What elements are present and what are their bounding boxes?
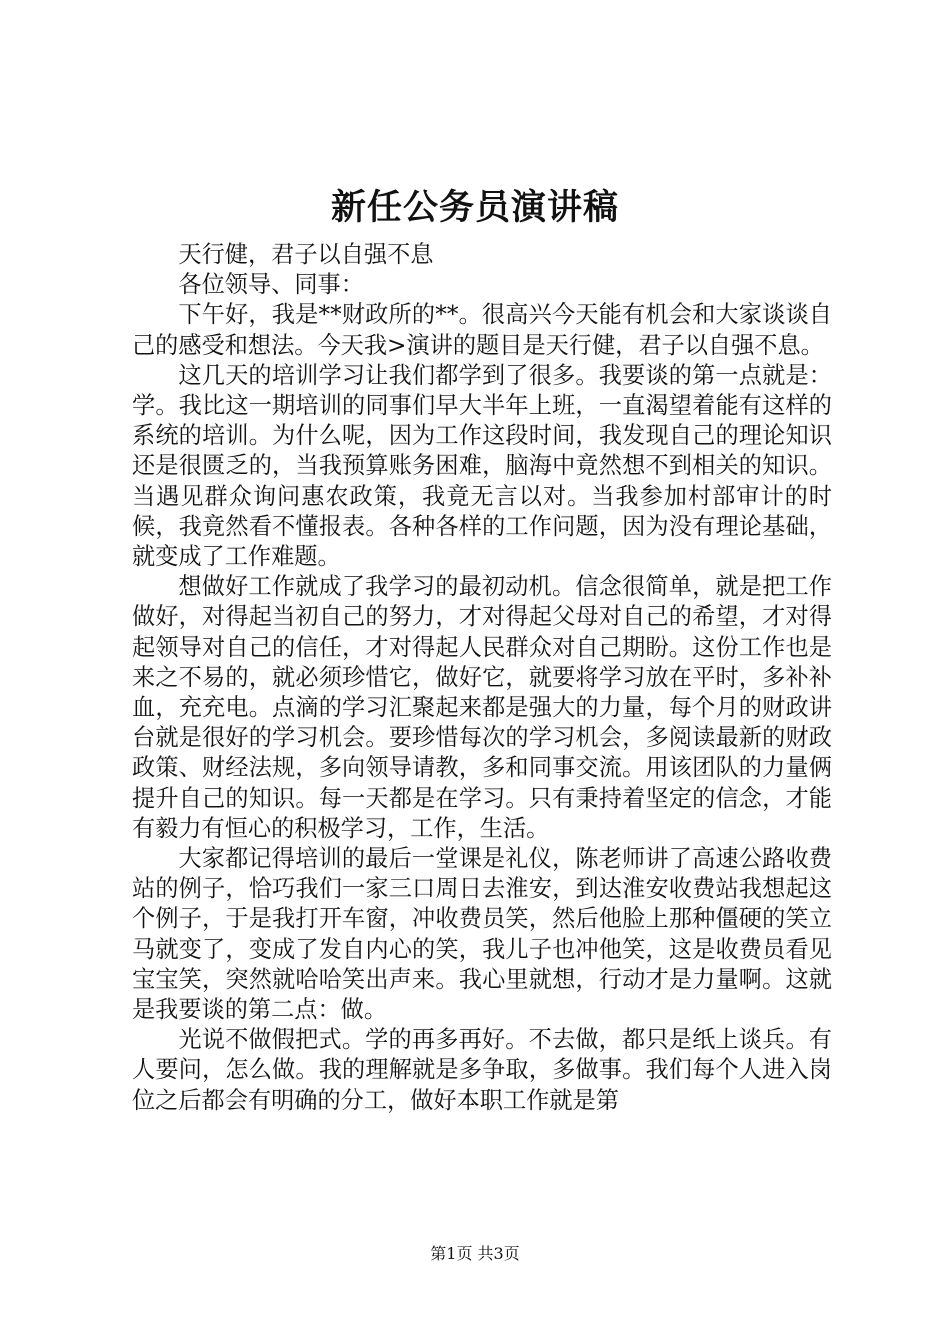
paragraph-motivation: 想做好工作就成了我学习的最初动机。信念很简单，就是把工作做好，对得起当初自己的努力，才对得起父母对自己的希望，才对得起领导对自己的信任，才对得起人民群众对自己期盼。这份工作也是来之不易的，就必须珍惜它，做好它，就要将学习放在平时，多补补血，充充电。点滴的学习汇聚起来都是强大的力量，每个月的财政讲台就是很好的学习机会。要珍惜每次的学习机会，多阅读最新的财政政策、财经法规，多向领导请教，多和同事交流。用该团队的力量俩提升自己的知识。每一天都是在学习。只有秉持着坚定的信念，才能有毅力有恒心的积极学习，工作，生活。 (132, 573, 832, 842)
paragraph-salutation: 各位领导、同事： (178, 271, 364, 299)
document-title: 新任公务员演讲稿 (330, 187, 619, 228)
page-footer: 第1页 共3页 (430, 1244, 520, 1263)
paragraph-motto: 天行健，君子以自强不息 (178, 241, 434, 268)
paragraph-action: 光说不做假把式。学的再多再好。不去做，都只是纸上谈兵。有人要问，怎么做。我的理解就是多争取，多做事。我们每个人进入岗位之后都会有明确的分工，做好本职工作就是第 (132, 1026, 832, 1114)
document-body (132, 240, 832, 1116)
paragraph-learning: 这几天的培训学习让我们都学到了很多。我要谈的第一点就是：学。我比这一期培训的同事们早大半年上班，一直渴望着能有这样的系统的培训。为什么呢，因为工作这段时间，我发现自己的理论知识还是很匮乏的，当我预算账务困难，脑海中竟然想不到相关的知识。当遇见群众询问惠农政策，我竟无言以对。当我参加村部审计的时候，我竟然看不懂报表。各种各样的工作问题，因为没有理论基础，就变成了工作难题。 (132, 361, 832, 571)
paragraph-etiquette: 大家都记得培训的最后一堂课是礼仪，陈老师讲了高速公路收费站的例子，恰巧我们一家三口周日去淮安，到达淮安收费站我想起这个例子，于是我打开车窗，冲收费员笑，然后他脸上那种僵硬的笑立马就变了，变成了发自内心的笑，我儿子也冲他笑，这是收费员看见宝宝笑，突然就哈哈笑出声来。我心里就想，行动才是力量啊。这就是我要谈的第二点：做。 (132, 845, 832, 1024)
paragraph-greeting: 下午好，我是**财政所的**。很高兴今天能有机会和大家谈谈自己的感受和想法。今天我>演讲的题目是天行健，君子以自强不息。 (132, 301, 832, 359)
